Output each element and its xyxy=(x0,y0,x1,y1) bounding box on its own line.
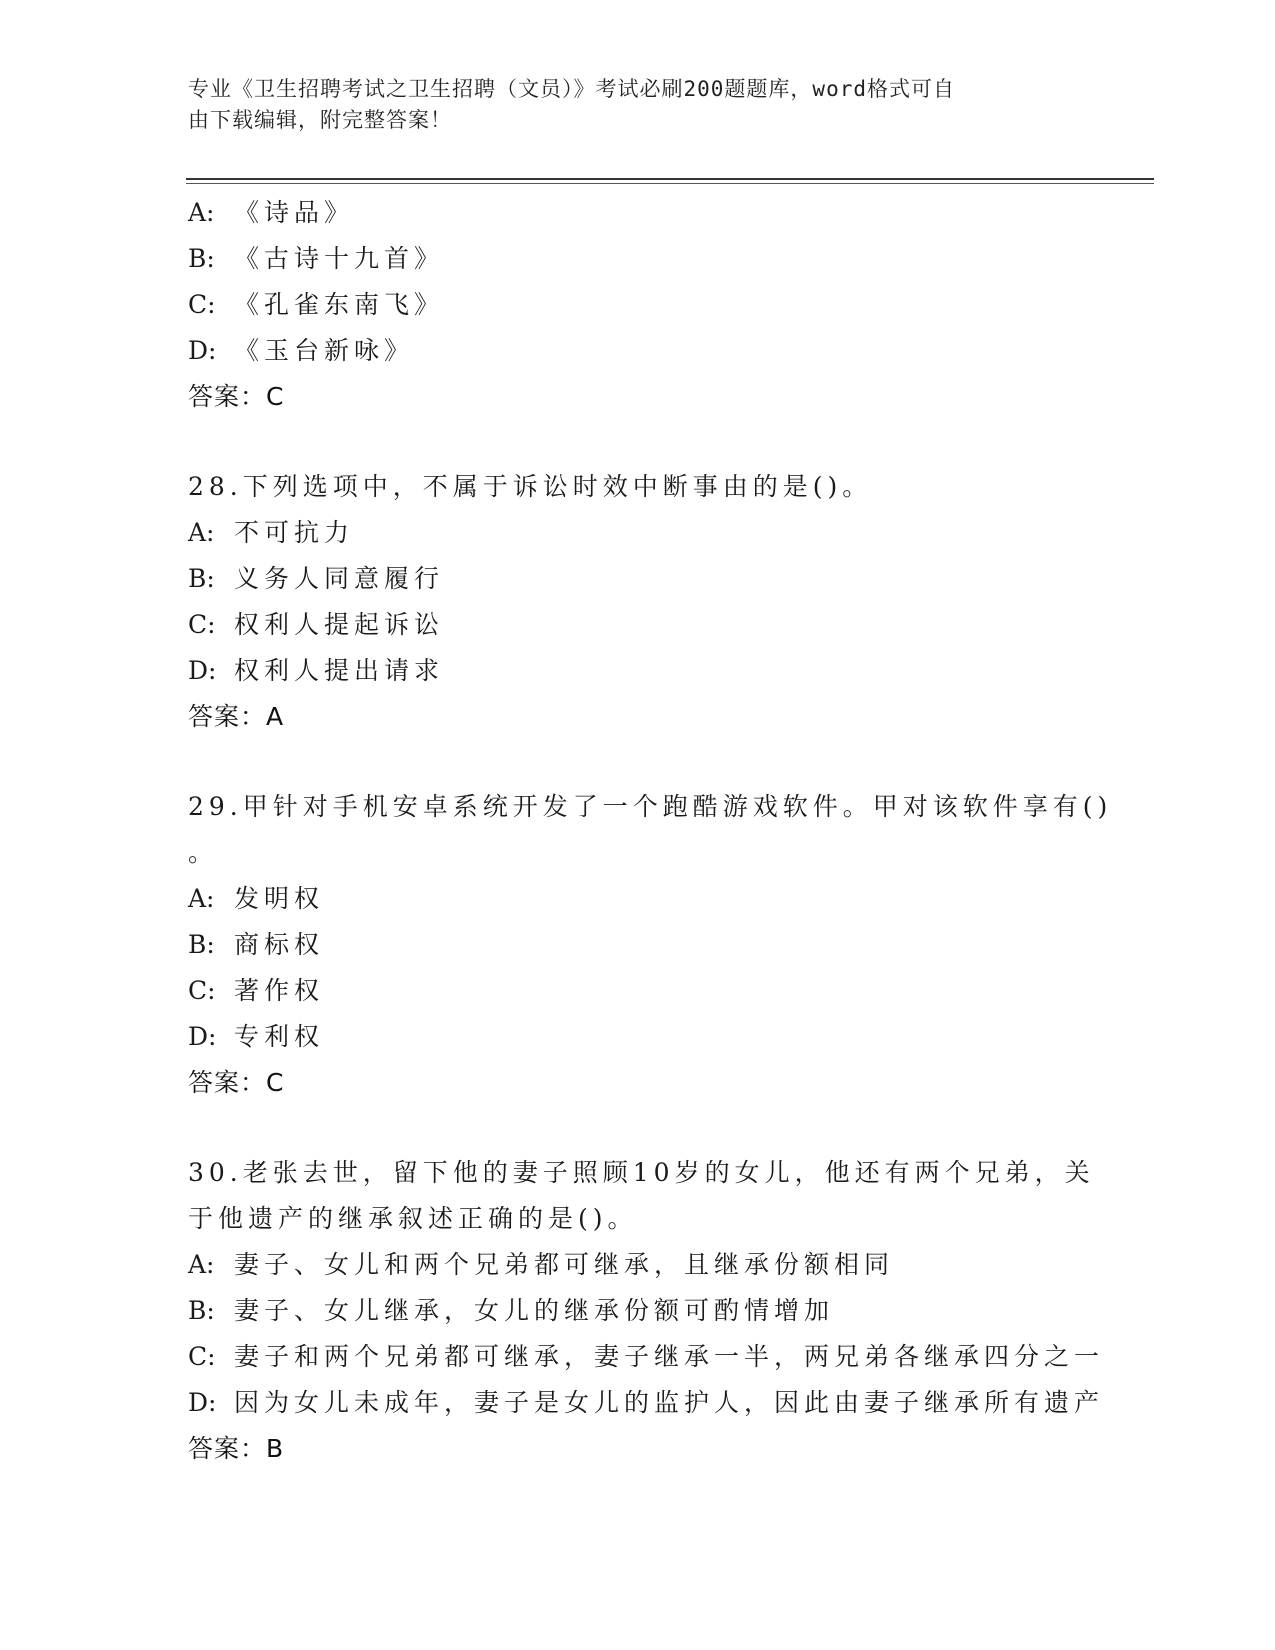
option-d: D: 因为女儿未成年，妻子是女儿的监护人，因此由妻子继承所有遗产 xyxy=(188,1388,1105,1417)
question-28 xyxy=(188,464,1088,740)
answer-line: 答案：B xyxy=(188,1434,285,1463)
option-a: A: 不可抗力 xyxy=(188,518,355,547)
question-list xyxy=(188,190,1113,1472)
answer-line: 答案：C xyxy=(188,1068,285,1097)
spacer xyxy=(188,420,1088,464)
question-text: 28.下列选项中，不属于诉讼时效中断事由的是()。 xyxy=(188,472,873,501)
spacer xyxy=(188,1106,1088,1150)
question-text-line-1: 29.甲针对手机安卓系统开发了一个跑酷游戏软件。甲对该软件享有() xyxy=(188,792,1113,821)
question-29 xyxy=(188,784,1113,1106)
header-divider-thin xyxy=(186,183,1154,184)
option-a: A: 《诗品》 xyxy=(188,198,355,227)
option-d: D: 专利权 xyxy=(188,1022,325,1051)
option-a: A: 妻子、女儿和两个兄弟都可继承，且继承份额相同 xyxy=(188,1250,895,1279)
option-c: C: 著作权 xyxy=(188,976,325,1005)
spacer xyxy=(188,740,1088,784)
option-d: D: 权利人提出请求 xyxy=(188,656,445,685)
option-d: D: 《玉台新咏》 xyxy=(188,336,415,365)
option-c: C: 妻子和两个兄弟都可继承，妻子继承一半，两兄弟各继承四分之一 xyxy=(188,1342,1105,1371)
header-divider-thick xyxy=(186,178,1154,180)
question-30 xyxy=(188,1150,1105,1472)
option-b: B: 商标权 xyxy=(188,930,325,959)
option-b: B: 义务人同意履行 xyxy=(188,564,445,593)
question-27 xyxy=(188,190,1088,420)
question-text-line-2: 于他遗产的继承叙述正确的是()。 xyxy=(188,1204,638,1233)
answer-line: 答案：A xyxy=(188,702,285,731)
option-c: C: 权利人提起诉讼 xyxy=(188,610,445,639)
question-text-line-1: 30.老张去世，留下他的妻子照顾10岁的女儿，他还有两个兄弟，关 xyxy=(188,1158,1095,1187)
option-b: B: 《古诗十九首》 xyxy=(188,244,445,273)
header-line-2: 由下载编辑，附完整答案！ xyxy=(188,108,452,132)
option-b: B: 妻子、女儿继承，女儿的继承份额可酌情增加 xyxy=(188,1296,835,1325)
header-line-1: 专业《卫生招聘考试之卫生招聘（文员）》考试必刷200题题库，word格式可自 xyxy=(188,77,955,101)
document-header xyxy=(188,74,1068,136)
option-a: A: 发明权 xyxy=(188,884,325,913)
question-text-line-2: 。 xyxy=(188,838,219,867)
answer-line: 答案：C xyxy=(188,382,285,411)
option-c: C: 《孔雀东南飞》 xyxy=(188,290,445,319)
